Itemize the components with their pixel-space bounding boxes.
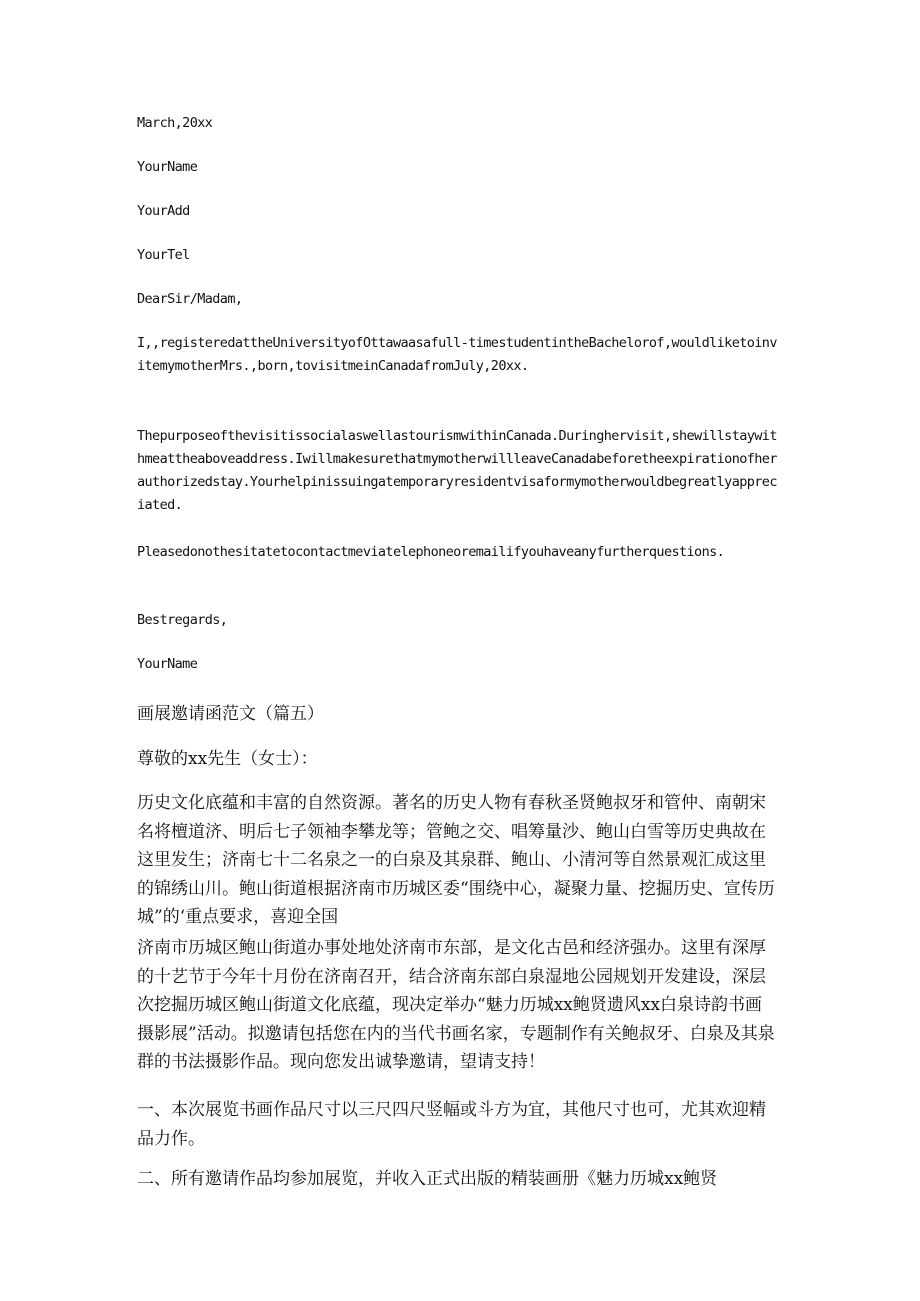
letter-closing: Bestregards, [137,612,228,628]
letter-sender-name: YourName [137,159,198,175]
letter-sender-tel: YourTel [137,247,190,263]
invitation-item-1: 一、本次展览书画作品尺寸以三尺四尺竖幅或斗方为宜，其他尺寸也可，尤其欢迎精品力作。 [137,1100,766,1149]
letter-paragraph-2: ThepurposeofthevisitissocialaswellastourismwithinCanada.Duringhervisit,shewillstaywithmeattheaboveaddress.IwillmakesurethatmymotherwillleaveCanadabeforetheexpirationofherauthorizedstay.Yourhelpinissuingatemporaryresidentvisaformymotherwouldbegreatlyappreciated. [137,428,777,513]
invitation-salutation: 尊敬的xx先生（女士）： [137,749,318,769]
invitation-item-2: 二、所有邀请作品均参加展览，并收入正式出版的精装画册《魅力历城xx鲍贤 [137,1169,718,1189]
letter-paragraph-3: Pleasedonothesitatetocontactmeviatelephoneoremailifyouhaveanyfurtherquestions. [137,544,725,560]
invitation-heading: 画展邀请函范文（篇五） [137,704,324,724]
letter-salutation: DearSir/Madam, [137,291,243,307]
letter-signature: YourName [137,656,198,672]
invitation-paragraph-2: 济南市历城区鲍山街道办事处地处济南市东部，是文化古邑和经济强办。这里有深厚的十艺节于今年十月份在济南召开，结合济南东部白泉湿地公园规划开发建设，深层次挖掘历城区鲍山街道文化底蕴，现决定举办“魅力历城xx鲍贤遗风xx白泉诗韵书画摄影展”活动。拟邀请包括您在内的当代书画名家，专题制作有关鲍叔牙、白泉及其泉群的书法摄影作品。现向您发出诚挚邀请，望请支持！ [137,938,775,1072]
invitation-paragraph-1: 历史文化底蕴和丰富的自然资源。著名的历史人物有春秋圣贤鲍叔牙和管仲、南朝宋名将檀道济、明后七子领袖李攀龙等；管鲍之交、唱筹量沙、鲍山白雪等历史典故在这里发生；济南七十二名泉之一的白泉及其泉群、鲍山、小清河等自然景观汇成这里的锦绣山川。鲍山街道根据济南市历城区委“围绕中心，凝聚力量、挖掘历史、宣传历城”的‘重点要求，喜迎全国 [137,793,775,927]
letter-sender-address: YourAdd [137,203,190,219]
letter-paragraph-1: I,,registeredattheUniversityofOttawaasafull-timestudentintheBachelorof,wouldliketoinvitemymotherMrs.,born,tovisitmeinCanadafromJuly,20xx. [137,335,777,374]
letter-date: March,20xx [137,115,213,131]
